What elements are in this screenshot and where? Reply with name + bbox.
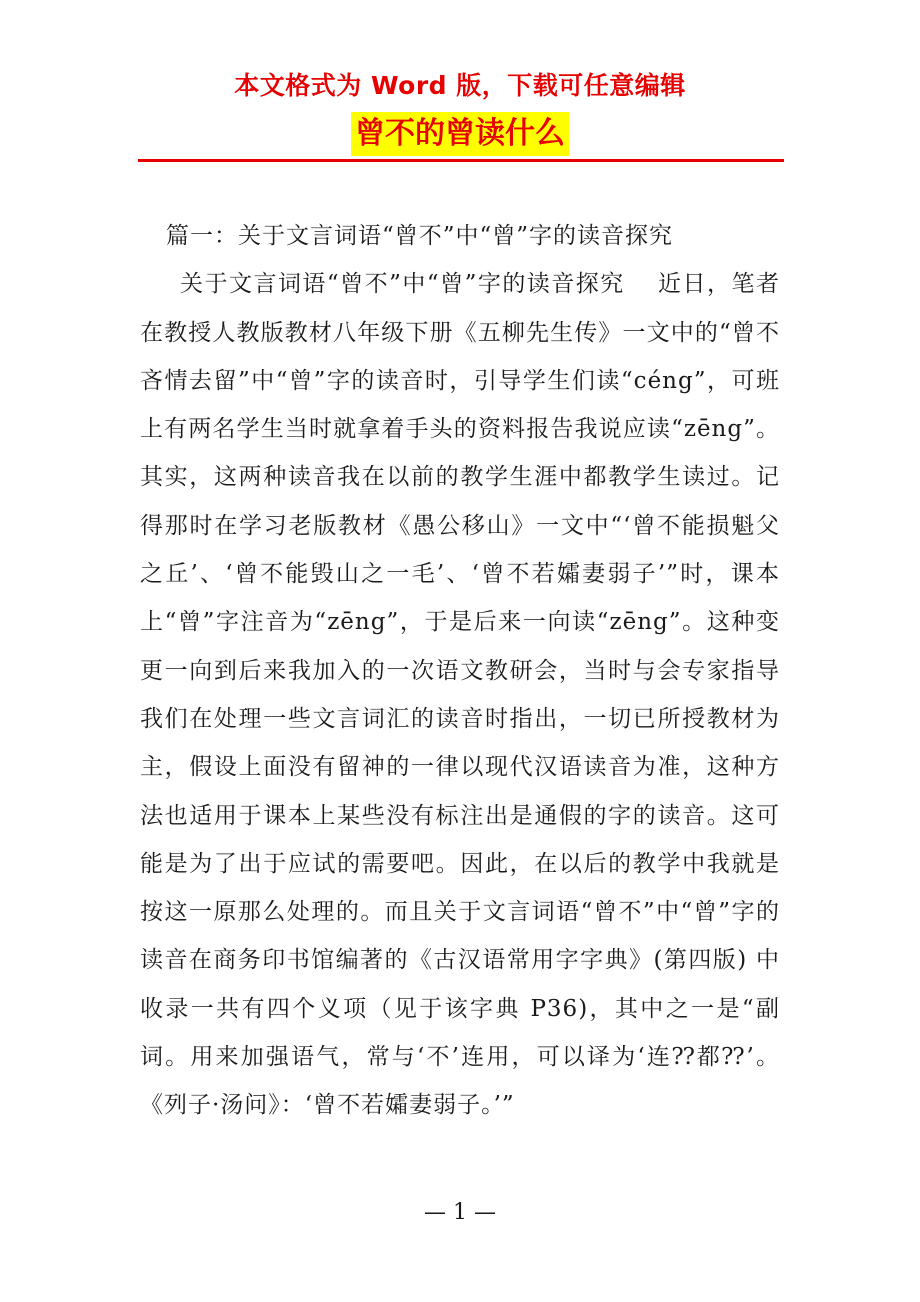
body-paragraph: 关于文言词语“曾不”中“曾”字的读音探究 近日，笔者在教授人教版教材八年级下册《五柳先生传》一文中的“曾不吝情去留”中“曾”字的读音时，引导学生们读“céng”，可班上有两名学生当时就拿着手头的资料报告我说应读“zēng”。其实，这两种读音我在以前的教学生涯中都教学生读过。记得那时在学习老版教材《愚公移山》一文中“‘曾不能损魁父之丘’、‘曾不能毁山之一毛’、‘曾不若孀妻弱子’”时，课本上“曾”字注音为“zēng”，于是后来一向读“zēng”。这种变更一向到后来我加入的一次语文教研会，当时与会专家指导我们在处理一些文言词汇的读音时指出，一切已所授教材为主，假设上面没有留神的一律以现代汉语读音为准，这种方法也适用于课本上某些没有标注出是通假的字的读音。这可能是为了出于应试的需要吧。因此，在以后的教学中我就是按这一原那么处理的。而且关于文言词语“曾不”中“曾”字的读音在商务印书馆编著的《古汉语常用字字典》(第四版) 中收录一共有四个义项（见于该字典 P36)，其中之一是“副词。用来加强语气，常与‘不’连用，可以译为‘连⁇都⁇’。《列子·汤问》：‘曾不若孀妻弱子。’”: [140, 271, 780, 1119]
section-heading: 篇一：关于文言词语“曾不”中“曾”字的读音探究: [166, 223, 674, 249]
document-title: 曾不的曾读什么: [351, 112, 569, 156]
title-container: [0, 112, 920, 156]
format-banner: 本文格式为 Word 版，下载可任意编辑: [234, 71, 686, 100]
document-body: [140, 212, 780, 1130]
title-divider: [138, 159, 784, 162]
page-number: — 1 —: [424, 1200, 496, 1225]
